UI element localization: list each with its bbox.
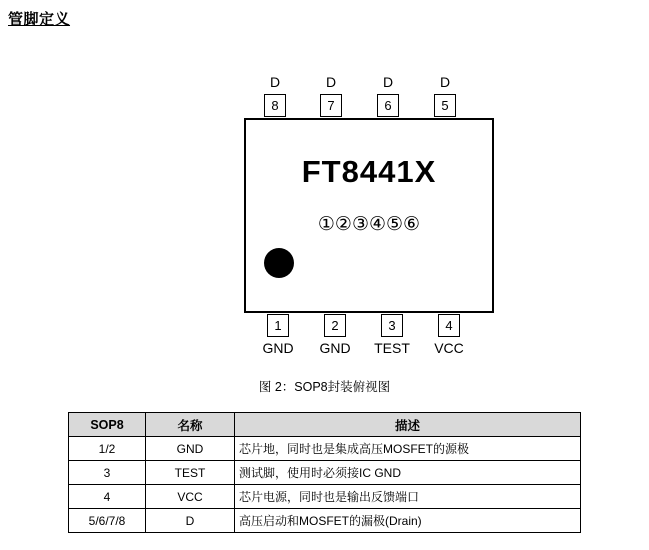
table-row	[69, 437, 581, 461]
cell-name: VCC	[146, 485, 235, 509]
cell-name: D	[146, 509, 235, 533]
table-header-name: 名称	[146, 413, 235, 437]
pin-box-3: 3	[381, 314, 403, 337]
chip-circled-numbers: ①②③④⑤⑥	[317, 213, 421, 235]
table-row	[69, 485, 581, 509]
top-pin-label-5: D	[439, 74, 451, 90]
chip-part-number: FT8441X	[301, 154, 437, 189]
bottom-pin-label-2: GND	[319, 340, 351, 356]
pin-box-1: 1	[267, 314, 289, 337]
pin-box-6: 6	[377, 94, 399, 117]
table-header-desc: 描述	[235, 413, 581, 437]
package-diagram	[239, 74, 499, 364]
bottom-pin-labels	[255, 340, 487, 360]
pin-box-2: 2	[324, 314, 346, 337]
pin-definition-table	[68, 412, 581, 533]
table-row	[69, 509, 581, 533]
cell-sop8: 1/2	[69, 437, 146, 461]
cell-sop8: 3	[69, 461, 146, 485]
bottom-pin-label-3: TEST	[374, 340, 410, 356]
bottom-pin-label-1: GND	[262, 340, 294, 356]
page-title: 管脚定义	[8, 11, 71, 28]
pin-box-8: 8	[264, 94, 286, 117]
cell-sop8: 4	[69, 485, 146, 509]
pin-box-4: 4	[438, 314, 460, 337]
pin1-marker-dot-icon	[264, 248, 294, 278]
top-pin-labels	[264, 74, 474, 92]
table-row	[69, 461, 581, 485]
cell-desc: 高压启动和MOSFET的漏极(Drain)	[235, 509, 581, 533]
cell-desc: 芯片电源，同时也是输出反馈端口	[235, 485, 581, 509]
chip-body	[244, 118, 494, 313]
bottom-pin-label-4: VCC	[434, 340, 464, 356]
cell-name: TEST	[146, 461, 235, 485]
table-header-sop8: SOP8	[69, 413, 146, 437]
top-pin-label-6: D	[382, 74, 394, 90]
figure-caption: 图 2：SOP8封装俯视图	[258, 380, 391, 394]
cell-desc: 芯片地，同时也是集成高压MOSFET的源极	[235, 437, 581, 461]
pin-box-7: 7	[320, 94, 342, 117]
table-header-row	[69, 413, 581, 437]
cell-desc: 测试脚，使用时必须接IC GND	[235, 461, 581, 485]
top-pin-label-7: D	[325, 74, 337, 90]
cell-sop8: 5/6/7/8	[69, 509, 146, 533]
top-pin-label-8: D	[269, 74, 281, 90]
pin-box-5: 5	[434, 94, 456, 117]
cell-name: GND	[146, 437, 235, 461]
